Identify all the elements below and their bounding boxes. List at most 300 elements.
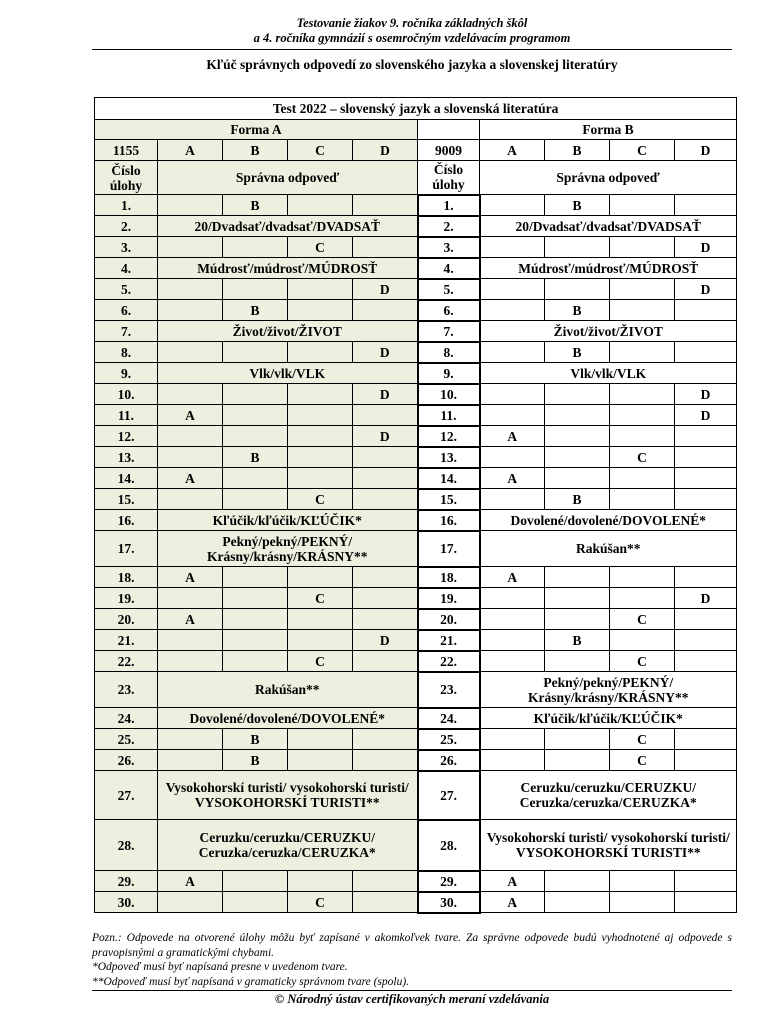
answer-text-b: 20/Dvadsať/dvadsať/DVADSAŤ: [480, 216, 737, 237]
table-row: [95, 729, 737, 750]
answer-choice-b: D: [675, 384, 737, 405]
task-number-a: 20.: [95, 609, 158, 630]
task-number-a: 14.: [95, 468, 158, 489]
empty-cell-a: [353, 195, 418, 216]
empty-cell-a: [353, 489, 418, 510]
empty-cell-b: [480, 630, 545, 651]
empty-cell-b: [480, 342, 545, 363]
empty-cell-a: [158, 426, 223, 447]
task-number-a: 11.: [95, 405, 158, 426]
empty-cell-b: [545, 405, 610, 426]
empty-cell-b: [610, 237, 675, 258]
form-b-task-header: Číslo úlohy: [418, 161, 480, 195]
empty-cell-b: [545, 750, 610, 771]
answer-choice-a: B: [223, 195, 288, 216]
note-grammar: **Odpoveď musí byť napísaná v gramaticky správnom tvare (spolu).: [92, 975, 410, 988]
form-gap-cell: [418, 120, 480, 140]
empty-cell-a: [353, 567, 418, 588]
task-number-a: 8.: [95, 342, 158, 363]
answer-choice-a: C: [288, 237, 353, 258]
table-row: [95, 892, 737, 913]
form-a-option-c: C: [288, 140, 353, 161]
empty-cell-b: [675, 426, 737, 447]
empty-cell-b: [610, 279, 675, 300]
task-number-b: 21.: [418, 630, 480, 651]
empty-cell-a: [158, 342, 223, 363]
task-number-a: 27.: [95, 771, 158, 820]
task-number-b: 22.: [418, 651, 480, 672]
empty-cell-a: [223, 588, 288, 609]
empty-cell-b: [610, 468, 675, 489]
empty-cell-b: [675, 651, 737, 672]
table-row: [95, 468, 737, 489]
task-number-a: 30.: [95, 892, 158, 913]
empty-cell-b: [610, 342, 675, 363]
answer-choice-a: B: [223, 300, 288, 321]
answer-choice-b: C: [610, 609, 675, 630]
table-row: [95, 567, 737, 588]
task-number-a: 6.: [95, 300, 158, 321]
empty-cell-a: [158, 195, 223, 216]
empty-cell-a: [223, 489, 288, 510]
answer-choice-b: B: [545, 195, 610, 216]
empty-cell-a: [353, 609, 418, 630]
task-number-b: 29.: [418, 871, 480, 892]
task-number-b: 9.: [418, 363, 480, 384]
form-b-option-a: A: [480, 140, 545, 161]
empty-cell-a: [353, 871, 418, 892]
form-codes-row: [95, 140, 737, 161]
form-a-option-a: A: [158, 140, 223, 161]
task-number-b: 12.: [418, 426, 480, 447]
answer-text-a: Rakúšan**: [158, 672, 418, 708]
empty-cell-a: [158, 651, 223, 672]
form-a-label: Forma A: [95, 120, 418, 140]
empty-cell-b: [675, 750, 737, 771]
table-row: [95, 258, 737, 279]
answer-text-b: Múdrosť/múdrosť/MÚDROSŤ: [480, 258, 737, 279]
task-number-a: 21.: [95, 630, 158, 651]
task-number-b: 19.: [418, 588, 480, 609]
empty-cell-b: [675, 729, 737, 750]
answer-choice-b: D: [675, 237, 737, 258]
form-a-option-d: D: [353, 140, 418, 161]
empty-cell-b: [480, 729, 545, 750]
answer-text-a: Život/život/ŽIVOT: [158, 321, 418, 342]
table-row: [95, 216, 737, 237]
answer-choice-b: D: [675, 279, 737, 300]
task-number-b: 10.: [418, 384, 480, 405]
empty-cell-b: [545, 892, 610, 913]
empty-cell-a: [353, 405, 418, 426]
empty-cell-b: [480, 750, 545, 771]
form-b-option-b: B: [545, 140, 610, 161]
empty-cell-b: [545, 279, 610, 300]
task-number-a: 17.: [95, 531, 158, 567]
answer-choice-a: D: [353, 384, 418, 405]
empty-cell-b: [545, 237, 610, 258]
task-number-a: 9.: [95, 363, 158, 384]
answer-choice-b: D: [675, 405, 737, 426]
empty-cell-b: [480, 489, 545, 510]
task-number-a: 13.: [95, 447, 158, 468]
empty-cell-a: [158, 300, 223, 321]
answer-key-table: [94, 97, 737, 914]
empty-cell-b: [545, 426, 610, 447]
form-a-task-header: Číslo úlohy: [95, 161, 158, 195]
page-title: Kľúč správnych odpovedí zo slovenského jazyka a slovenskej literatúry: [206, 57, 618, 72]
empty-cell-b: [610, 384, 675, 405]
answer-text-a: Vysokohorskí turisti/ vysokohorskí turisti/ VYSOKOHORSKÍ TURISTI**: [158, 771, 418, 820]
answer-choice-b: D: [675, 588, 737, 609]
table-row: [95, 447, 737, 468]
empty-cell-a: [158, 892, 223, 913]
answer-choice-a: C: [288, 588, 353, 609]
answer-choice-b: A: [480, 892, 545, 913]
empty-cell-a: [158, 630, 223, 651]
form-b-option-d: D: [675, 140, 737, 161]
empty-cell-b: [545, 588, 610, 609]
empty-cell-a: [223, 237, 288, 258]
task-number-b: 27.: [418, 771, 480, 820]
table-row: [95, 405, 737, 426]
task-number-a: 26.: [95, 750, 158, 771]
empty-cell-b: [480, 195, 545, 216]
empty-cell-a: [158, 588, 223, 609]
answer-choice-a: D: [353, 426, 418, 447]
table-row: [95, 489, 737, 510]
empty-cell-a: [288, 300, 353, 321]
empty-cell-a: [353, 651, 418, 672]
answer-choice-b: B: [545, 300, 610, 321]
empty-cell-b: [545, 447, 610, 468]
empty-cell-a: [223, 405, 288, 426]
answer-text-b: Rakúšan**: [480, 531, 737, 567]
table-row: [95, 630, 737, 651]
task-number-b: 30.: [418, 892, 480, 913]
empty-cell-b: [480, 609, 545, 630]
answer-choice-a: C: [288, 489, 353, 510]
empty-cell-a: [223, 871, 288, 892]
task-number-b: 15.: [418, 489, 480, 510]
answer-text-a: Kľúčik/kľúčik/KĽÚČIK*: [158, 510, 418, 531]
empty-cell-b: [610, 195, 675, 216]
task-number-a: 24.: [95, 708, 158, 729]
empty-cell-a: [223, 567, 288, 588]
answer-text-a: Vlk/vlk/VLK: [158, 363, 418, 384]
empty-cell-a: [288, 447, 353, 468]
empty-cell-b: [610, 426, 675, 447]
answer-choice-b: A: [480, 468, 545, 489]
empty-cell-a: [353, 468, 418, 489]
answer-choice-a: C: [288, 892, 353, 913]
form-a-answer-header: Správna odpoveď: [158, 161, 418, 195]
empty-cell-b: [545, 651, 610, 672]
empty-cell-b: [675, 447, 737, 468]
empty-cell-a: [353, 750, 418, 771]
task-number-a: 4.: [95, 258, 158, 279]
answer-text-a: Ceruzku/ceruzku/CERUZKU/ Ceruzka/ceruzka/CERUZKA*: [158, 820, 418, 871]
table-row: [95, 672, 737, 708]
table-row: [95, 871, 737, 892]
task-number-b: 16.: [418, 510, 480, 531]
answer-choice-a: B: [223, 750, 288, 771]
answer-choice-b: A: [480, 567, 545, 588]
empty-cell-b: [610, 567, 675, 588]
notes: [92, 931, 732, 989]
task-number-b: 4.: [418, 258, 480, 279]
task-number-b: 5.: [418, 279, 480, 300]
empty-cell-b: [480, 651, 545, 672]
empty-cell-b: [675, 195, 737, 216]
empty-cell-a: [288, 342, 353, 363]
empty-cell-b: [545, 871, 610, 892]
empty-cell-a: [158, 489, 223, 510]
table-row: [95, 300, 737, 321]
task-number-b: 13.: [418, 447, 480, 468]
header-line-1: Testovanie žiakov 9. ročníka základných škôl: [296, 16, 528, 30]
empty-cell-a: [288, 195, 353, 216]
footer-copyright: © Národný ústav certifikovaných meraní vzdelávania: [274, 992, 550, 1006]
answer-choice-a: D: [353, 342, 418, 363]
task-number-b: 11.: [418, 405, 480, 426]
task-number-a: 2.: [95, 216, 158, 237]
empty-cell-a: [223, 630, 288, 651]
empty-cell-a: [288, 609, 353, 630]
empty-cell-b: [480, 300, 545, 321]
empty-cell-b: [545, 468, 610, 489]
task-number-b: 7.: [418, 321, 480, 342]
column-header-row: [95, 161, 737, 195]
table-row: [95, 771, 737, 820]
empty-cell-b: [610, 588, 675, 609]
empty-cell-a: [223, 426, 288, 447]
empty-cell-a: [288, 567, 353, 588]
answer-text-b: Vlk/vlk/VLK: [480, 363, 737, 384]
empty-cell-a: [158, 447, 223, 468]
answer-text-a: Pekný/pekný/PEKNÝ/ Krásny/krásny/KRÁSNY**: [158, 531, 418, 567]
empty-cell-a: [353, 588, 418, 609]
table-row: [95, 588, 737, 609]
empty-cell-a: [288, 384, 353, 405]
answer-choice-a: B: [223, 447, 288, 468]
answer-choice-a: D: [353, 279, 418, 300]
answer-text-b: Pekný/pekný/PEKNÝ/ Krásny/krásny/KRÁSNY**: [480, 672, 737, 708]
task-number-a: 29.: [95, 871, 158, 892]
empty-cell-b: [480, 447, 545, 468]
table-row: [95, 651, 737, 672]
task-number-a: 22.: [95, 651, 158, 672]
answer-text-b: Kľúčik/kľúčik/KĽÚČIK*: [480, 708, 737, 729]
task-number-b: 17.: [418, 531, 480, 567]
table-row: [95, 609, 737, 630]
form-b-option-c: C: [610, 140, 675, 161]
form-b-label: Forma B: [480, 120, 737, 140]
empty-cell-b: [610, 489, 675, 510]
answer-choice-a: A: [158, 609, 223, 630]
table-row: [95, 342, 737, 363]
header-rule: [92, 49, 732, 50]
answer-text-a: Múdrosť/múdrosť/MÚDROSŤ: [158, 258, 418, 279]
empty-cell-a: [223, 609, 288, 630]
table-title-row: [95, 98, 737, 120]
table-row: [95, 531, 737, 567]
table-row: [95, 195, 737, 216]
empty-cell-a: [288, 871, 353, 892]
empty-cell-b: [610, 405, 675, 426]
table-title: Test 2022 – slovenský jazyk a slovenská literatúra: [95, 98, 737, 120]
empty-cell-a: [353, 729, 418, 750]
task-number-a: 23.: [95, 672, 158, 708]
empty-cell-a: [223, 384, 288, 405]
empty-cell-b: [545, 384, 610, 405]
task-number-a: 3.: [95, 237, 158, 258]
empty-cell-b: [545, 567, 610, 588]
empty-cell-b: [610, 300, 675, 321]
task-number-b: 20.: [418, 609, 480, 630]
empty-cell-a: [288, 426, 353, 447]
answer-text-a: 20/Dvadsať/dvadsať/DVADSAŤ: [158, 216, 418, 237]
answer-choice-a: A: [158, 468, 223, 489]
form-b-answer-header: Správna odpoveď: [480, 161, 737, 195]
answer-choice-b: A: [480, 871, 545, 892]
table-row: [95, 321, 737, 342]
task-number-b: 24.: [418, 708, 480, 729]
empty-cell-a: [288, 468, 353, 489]
empty-cell-b: [675, 300, 737, 321]
empty-cell-a: [158, 729, 223, 750]
answer-choice-a: B: [223, 729, 288, 750]
empty-cell-a: [288, 279, 353, 300]
task-number-a: 16.: [95, 510, 158, 531]
empty-cell-b: [675, 630, 737, 651]
empty-cell-a: [288, 729, 353, 750]
empty-cell-b: [545, 609, 610, 630]
answer-text-b: Ceruzku/ceruzku/CERUZKU/ Ceruzka/ceruzka/CERUZKA*: [480, 771, 737, 820]
table-row: [95, 708, 737, 729]
empty-cell-a: [158, 237, 223, 258]
answer-choice-a: C: [288, 651, 353, 672]
task-number-a: 10.: [95, 384, 158, 405]
empty-cell-b: [675, 871, 737, 892]
task-number-b: 28.: [418, 820, 480, 871]
table-row: [95, 750, 737, 771]
empty-cell-b: [675, 342, 737, 363]
answer-choice-b: C: [610, 447, 675, 468]
task-number-a: 25.: [95, 729, 158, 750]
answer-choice-b: C: [610, 729, 675, 750]
answer-choice-a: A: [158, 405, 223, 426]
task-number-b: 8.: [418, 342, 480, 363]
empty-cell-a: [223, 342, 288, 363]
empty-cell-a: [288, 630, 353, 651]
table-row: [95, 820, 737, 871]
empty-cell-a: [223, 279, 288, 300]
empty-cell-a: [158, 279, 223, 300]
table-row: [95, 279, 737, 300]
answer-choice-a: A: [158, 567, 223, 588]
empty-cell-a: [288, 750, 353, 771]
empty-cell-a: [158, 750, 223, 771]
task-number-b: 1.: [418, 195, 480, 216]
task-number-b: 26.: [418, 750, 480, 771]
answer-text-b: Život/život/ŽIVOT: [480, 321, 737, 342]
task-number-a: 7.: [95, 321, 158, 342]
answer-choice-b: B: [545, 630, 610, 651]
empty-cell-a: [353, 237, 418, 258]
task-number-a: 1.: [95, 195, 158, 216]
task-number-b: 25.: [418, 729, 480, 750]
answer-choice-b: B: [545, 342, 610, 363]
task-number-a: 28.: [95, 820, 158, 871]
task-number-a: 15.: [95, 489, 158, 510]
empty-cell-a: [288, 405, 353, 426]
answer-choice-a: D: [353, 630, 418, 651]
footer-rule: [92, 990, 732, 991]
empty-cell-a: [353, 447, 418, 468]
task-number-a: 18.: [95, 567, 158, 588]
empty-cell-b: [610, 871, 675, 892]
answer-text-b: Vysokohorskí turisti/ vysokohorskí turisti/ VYSOKOHORSKÍ TURISTI**: [480, 820, 737, 871]
empty-cell-b: [480, 384, 545, 405]
form-a-code: 1155: [95, 140, 158, 161]
task-number-b: 6.: [418, 300, 480, 321]
task-number-b: 14.: [418, 468, 480, 489]
answer-choice-b: A: [480, 426, 545, 447]
empty-cell-a: [223, 892, 288, 913]
form-names-row: [95, 120, 737, 140]
empty-cell-a: [223, 651, 288, 672]
answer-choice-a: A: [158, 871, 223, 892]
task-number-a: 5.: [95, 279, 158, 300]
empty-cell-b: [610, 630, 675, 651]
table-row: [95, 363, 737, 384]
empty-cell-b: [610, 892, 675, 913]
empty-cell-a: [223, 468, 288, 489]
task-number-a: 12.: [95, 426, 158, 447]
header-line-2: a 4. ročníka gymnázií s osemročným vzdelávacím programom: [253, 31, 571, 45]
answer-text-b: Dovolené/dovolené/DOVOLENÉ*: [480, 510, 737, 531]
answer-choice-b: C: [610, 651, 675, 672]
table-row: [95, 237, 737, 258]
empty-cell-b: [675, 567, 737, 588]
answer-text-a: Dovolené/dovolené/DOVOLENÉ*: [158, 708, 418, 729]
answer-choice-b: B: [545, 489, 610, 510]
empty-cell-b: [480, 405, 545, 426]
task-number-b: 2.: [418, 216, 480, 237]
table-row: [95, 426, 737, 447]
note-exact-form: *Odpoveď musí byť napísaná presne v uvedenom tvare.: [92, 961, 348, 973]
empty-cell-b: [480, 588, 545, 609]
task-number-a: 19.: [95, 588, 158, 609]
task-number-b: 18.: [418, 567, 480, 588]
note-general: Pozn.: Odpovede na otvorené úlohy môžu byť zapísané v akomkoľvek tvare. Za správne odpovede budú vyhodnotené aj odpovede s pravopisnými a gramatickými chybami.: [92, 932, 732, 959]
task-number-b: 23.: [418, 672, 480, 708]
form-a-option-b: B: [223, 140, 288, 161]
empty-cell-a: [158, 384, 223, 405]
empty-cell-a: [353, 892, 418, 913]
table-row: [95, 510, 737, 531]
empty-cell-b: [675, 892, 737, 913]
table-row: [95, 384, 737, 405]
document-header: [92, 16, 732, 46]
answer-choice-b: C: [610, 750, 675, 771]
empty-cell-b: [480, 279, 545, 300]
empty-cell-b: [545, 729, 610, 750]
empty-cell-b: [480, 237, 545, 258]
empty-cell-b: [675, 468, 737, 489]
empty-cell-b: [675, 489, 737, 510]
